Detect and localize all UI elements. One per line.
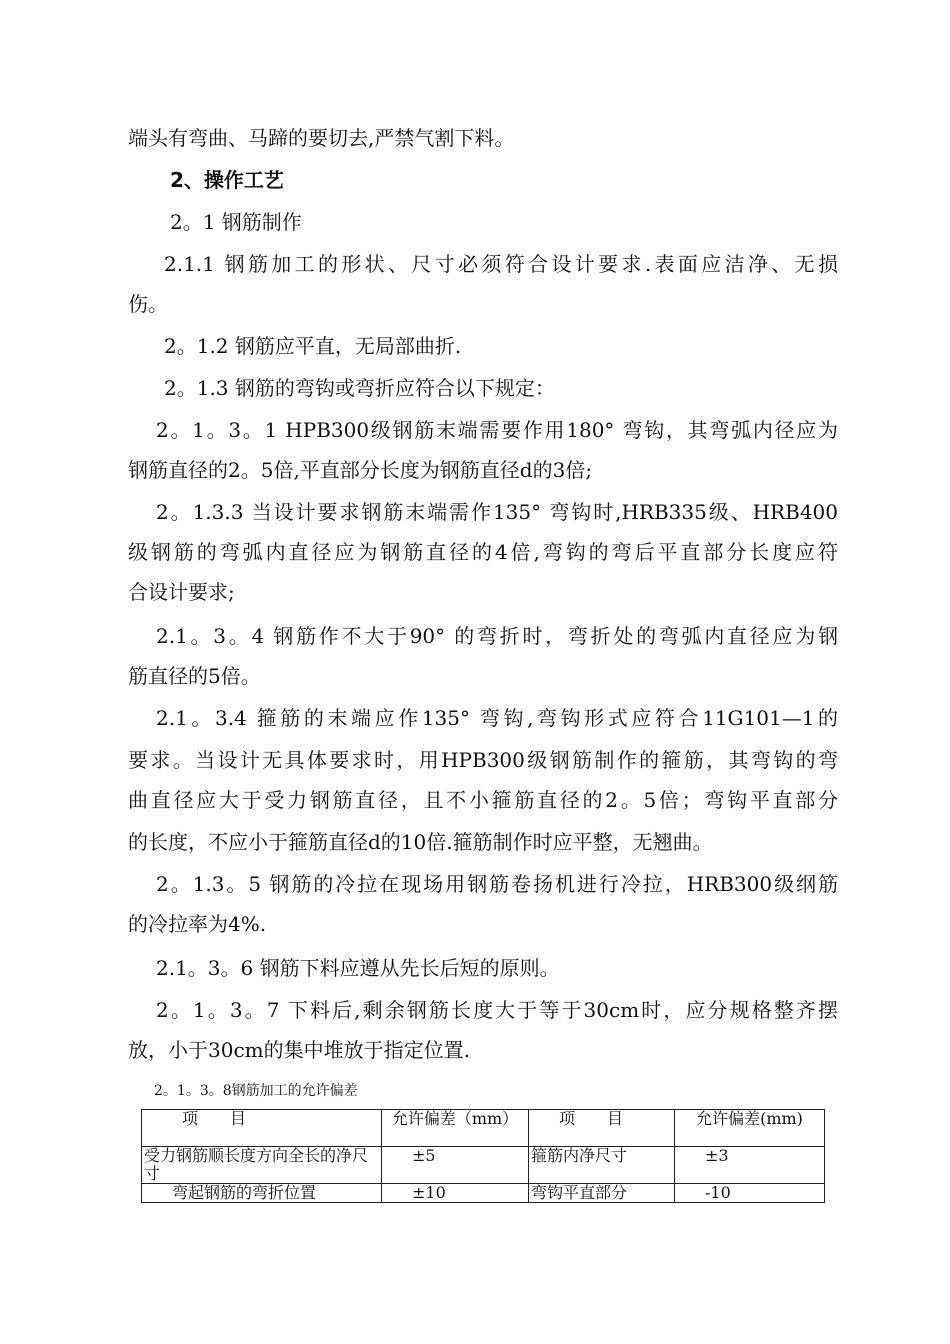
table-cell: ±3 <box>675 1147 825 1184</box>
paragraph-text: 曲直径应大于受力钢筋直径，且不小箍筋直径的2。5倍；弯钩平直部分 <box>128 788 838 812</box>
subsection-heading: 2。1 钢筋制作 <box>170 210 302 234</box>
paragraph-text: 2.1。3。6 钢筋下料应遵从先长后短的原则。 <box>156 956 560 980</box>
paragraph-text: 级钢筋的弯弧内直径应为钢筋直径的4倍,弯钩的弯后平直部分长度应符 <box>128 540 838 564</box>
paragraph-text: 放，小于30cm的集中堆放于指定位置. <box>128 1038 470 1062</box>
table-header-row <box>142 1110 825 1147</box>
paragraph-text: 筋直径的5倍。 <box>128 664 261 688</box>
paragraph-text: 2。1.2 钢筋应平直，无局部曲折. <box>164 334 462 358</box>
table-header-cell: 项 目 <box>142 1110 382 1147</box>
paragraph-text: 2。1.3。5 钢筋的冷拉在现场用钢筋卷扬机进行冷拉，HRB300级纲筋 <box>156 872 838 896</box>
paragraph-text: 2。1。3。7 下料后,剩余钢筋长度大于等于30cm时，应分规格整齐摆 <box>156 998 838 1022</box>
table-cell: 弯钩平直部分 <box>529 1184 675 1203</box>
table-header-cell: 允许偏差(mm) <box>675 1110 825 1147</box>
table-row <box>142 1147 825 1184</box>
section-heading: 2、操作工艺 <box>170 168 284 192</box>
table-caption: 2。1。3。8钢筋加工的允许偏差 <box>154 1083 358 1099</box>
paragraph-text: 2。1.3.3 当设计要求钢筋末端需作135° 弯钩时,HRB335级、HRB400 <box>156 500 838 524</box>
tolerance-table <box>141 1109 825 1203</box>
table-cell: 弯起钢筋的弯折位置 <box>142 1184 382 1203</box>
paragraph-text: 2.1。3。4 钢筋作不大于90° 的弯折时，弯折处的弯弧内直径应为钢 <box>156 624 838 648</box>
table-cell: 箍筋内净尺寸 <box>529 1147 675 1184</box>
paragraph-text: 钢筋直径的2。5倍,平直部分长度为钢筋直径d的3倍; <box>128 458 593 482</box>
paragraph-text: 伤。 <box>128 292 168 316</box>
table-row <box>142 1184 825 1203</box>
table-cell: -10 <box>675 1184 825 1203</box>
paragraph-text: 端头有弯曲、马蹄的要切去,严禁气割下料。 <box>128 126 515 150</box>
table-cell: 受力钢筋顺长度方向全长的净尺寸 <box>142 1147 382 1184</box>
paragraph-text: 2。1。3。1 HPB300级钢筋末端需要作用180° 弯钩，其弯弧内径应为 <box>156 418 838 442</box>
table-header-cell: 允许偏差（mm） <box>382 1110 529 1147</box>
paragraph-text: 的长度，不应小于箍筋直径d的10倍.箍筋制作时应平整，无翘曲。 <box>128 830 713 854</box>
paragraph-text: 要求。当设计无具体要求时，用HPB300级钢筋制作的箍筋，其弯钩的弯 <box>128 748 838 772</box>
paragraph-text: 合设计要求; <box>128 580 235 604</box>
table-cell: ±10 <box>382 1184 529 1203</box>
paragraph-text: 2。1.3 钢筋的弯钩或弯折应符合以下规定： <box>164 376 555 400</box>
table-cell: ±5 <box>382 1147 529 1184</box>
table-header-cell: 项 目 <box>529 1110 675 1147</box>
paragraph-text: 2.1。3.4 箍筋的末端应作135° 弯钩,弯钩形式应符合11G101—1的 <box>156 706 838 730</box>
paragraph-text: 的冷拉率为4%. <box>128 912 267 936</box>
paragraph-text: 2.1.1 钢筋加工的形状、尺寸必须符合设计要求.表面应洁净、无损 <box>164 252 838 276</box>
